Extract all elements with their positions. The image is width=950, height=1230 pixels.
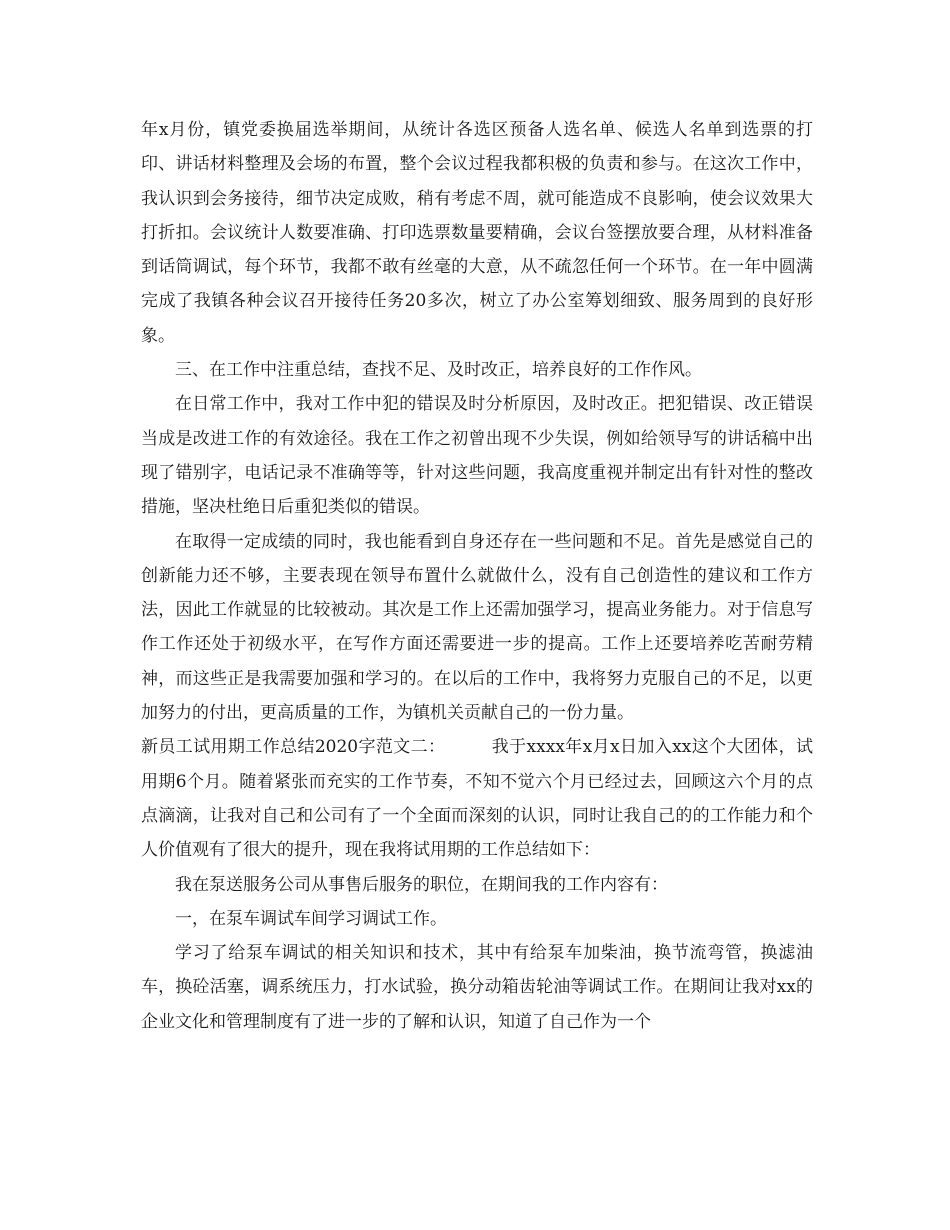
- paragraph-sample-two: [141, 730, 813, 867]
- document-body: [141, 113, 813, 1039]
- paragraph-error-correction: 在日常工作中，我对工作中犯的错误及时分析原因，及时改正。把犯错误、改正错误当成是改进工作的有效途径。我在工作之初曾出现不少失误，例如给领导写的讲话稿中出现了错别字，电话记录不准确等等，针对这些问题，我高度重视并制定出有针对性的整改措施，坚决杜绝日后重犯类似的错误。: [141, 394, 813, 518]
- section-heading-one: 一，在泵车调试车间学习调试工作。: [175, 908, 447, 929]
- paragraph-meeting-work: 年x月份，镇党委换届选举期间，从统计各选区预备人选名单、候选人名单到选票的打印、讲话材料整理及会场的布置，整个会议过程我都积极的负责和参与。在这次工作中，我认识到会务接待，细节决定成败，稍有考虑不周，就可能造成不良影响，使会议效果大打折扣。会议统计人数要准确、打印选票数量要精确，会议台签摆放要合理，从材料准备到话筒调试，每个环节，我都不敢有丝毫的大意，从不疏忽任何一个环节。在一年中圆满完成了我镇各种会议召开接待任务20多次，树立了办公室筹划细致、服务周到的良好形象。: [141, 120, 813, 346]
- paragraph-job-content: 我在泵送服务公司从事售后服务的职位，在期间我的工作内容有：: [175, 874, 668, 895]
- section-heading-three: 三、在工作中注重总结，查找不足、及时改正，培养良好的工作作风。: [175, 360, 702, 381]
- paragraph-shortcomings: 在取得一定成绩的同时，我也能看到自身还存在一些问题和不足。首先是感觉自己的创新能力还不够，主要表现在领导布置什么就做什么，没有自己创造性的建议和工作方法，因此工作就显的比较被动。其次是工作上还需加强学习，提高业务能力。对于信息写作工作还处于初级水平，在写作方面还需要进一步的提高。工作上还要培养吃苦耐劳精神，而这些正是我需要加强和学习的。在以后的工作中，我将努力克服自己的不足，以更加努力的付出，更高质量的工作，为镇机关贡献自己的一份力量。: [141, 531, 813, 724]
- sample-two-heading: 新员工试用期工作总结2020字范文二：: [141, 737, 446, 758]
- paragraph-debugging-study: 学习了给泵车调试的相关知识和技术，其中有给泵车加柴油，换节流弯管，换滤油车，换砼活塞，调系统压力，打水试验，换分动箱齿轮油等调试工作。在期间让我对xx的企业文化和管理制度有了进一步的了解和认识，知道了自己作为一个: [141, 943, 813, 1032]
- sample-two-intro: 我于xxxx年x月x日加入xx这个大团体，试用期6个月。随着紧张而充实的工作节奏，不知不觉六个月已经过去，回顾这六个月的点点滴滴，让我对自己和公司有了一个全面而深刻的认识，同时让我自己的的工作能力和个人价值观有了很大的提升，现在我将试用期的工作总结如下：: [141, 737, 814, 861]
